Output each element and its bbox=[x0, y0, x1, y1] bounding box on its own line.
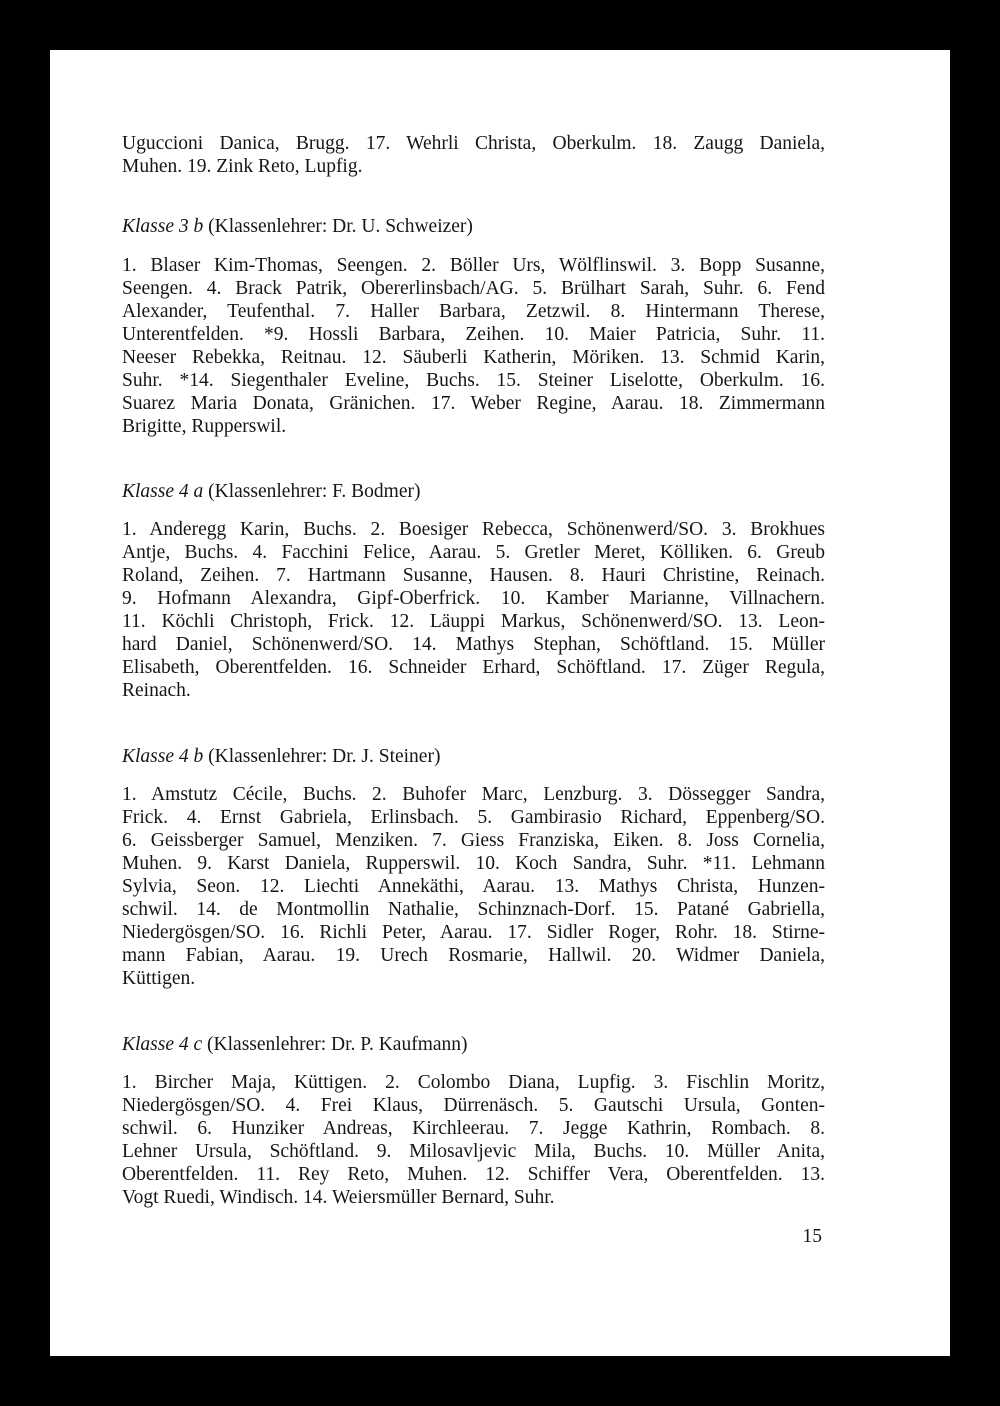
text-line: Oberentfelden. 11. Rey Reto, Muhen. 12. Schiffer Vera, Oberentfelden. 13. bbox=[122, 1164, 825, 1185]
teacher-label: (Klassenlehrer: Dr. U. Schweizer) bbox=[208, 216, 473, 237]
student-list-4b bbox=[122, 783, 825, 990]
text-line: Reinach. bbox=[122, 680, 191, 701]
class-name: Klasse 4 a bbox=[122, 481, 204, 502]
text-line: Muhen. 19. Zink Reto, Lupfig. bbox=[122, 156, 363, 177]
continuation-paragraph bbox=[122, 132, 825, 178]
text-line: 1. Anderegg Karin, Buchs. 2. Boesiger Rebecca, Schönenwerd/SO. 3. Brokhues bbox=[122, 519, 825, 540]
student-list-4c bbox=[122, 1071, 825, 1209]
text-line: Suhr. *14. Siegenthaler Eveline, Buchs. 15. Steiner Liselotte, Oberkulm. 16. bbox=[122, 370, 825, 391]
text-line: Niedergösgen/SO. 4. Frei Klaus, Dürrenäsch. 5. Gautschi Ursula, Gonten- bbox=[122, 1095, 825, 1116]
class-name: Klasse 4 c bbox=[122, 1034, 203, 1055]
text-line: 9. Hofmann Alexandra, Gipf-Oberfrick. 10. Kamber Marianne, Villnachern. bbox=[122, 588, 825, 609]
text-line: Frick. 4. Ernst Gabriela, Erlinsbach. 5. Gambirasio Richard, Eppenberg/SO. bbox=[122, 807, 825, 828]
section-heading-4b bbox=[122, 745, 825, 768]
text-line: 6. Geissberger Samuel, Menziken. 7. Giess Franziska, Eiken. 8. Joss Cornelia, bbox=[122, 830, 825, 851]
teacher-label: (Klassenlehrer: Dr. P. Kaufmann) bbox=[207, 1034, 468, 1055]
text-line: schwil. 14. de Montmollin Nathalie, Schinznach-Dorf. 15. Patané Gabriella, bbox=[122, 899, 825, 920]
teacher-label: (Klassenlehrer: F. Bodmer) bbox=[208, 481, 421, 502]
text-line: Lehner Ursula, Schöftland. 9. Milosavljevic Mila, Buchs. 10. Müller Anita, bbox=[122, 1141, 825, 1162]
text-line: mann Fabian, Aarau. 19. Urech Rosmarie, Hallwil. 20. Widmer Daniela, bbox=[122, 945, 825, 966]
text-line: Uguccioni Danica, Brugg. 17. Wehrli Christa, Oberkulm. 18. Zaugg Daniela, bbox=[122, 133, 825, 154]
class-name: Klasse 4 b bbox=[122, 746, 204, 767]
section-heading-4a bbox=[122, 480, 825, 503]
text-line: hard Daniel, Schönenwerd/SO. 14. Mathys Stephan, Schöftland. 15. Müller bbox=[122, 634, 825, 655]
teacher-label: (Klassenlehrer: Dr. J. Steiner) bbox=[208, 746, 441, 767]
text-line: Elisabeth, Oberentfelden. 16. Schneider Erhard, Schöftland. 17. Züger Regula, bbox=[122, 657, 825, 678]
section-heading-4c bbox=[122, 1033, 825, 1056]
text-line: Neeser Rebekka, Reitnau. 12. Säuberli Katherin, Möriken. 13. Schmid Karin, bbox=[122, 347, 825, 368]
class-name: Klasse 3 b bbox=[122, 216, 204, 237]
text-line: Seengen. 4. Brack Patrik, Obererlinsbach/AG. 5. Brülhart Sarah, Suhr. 6. Fend bbox=[122, 278, 825, 299]
text-line: Niedergösgen/SO. 16. Richli Peter, Aarau. 17. Sidler Roger, Rohr. 18. Stirne- bbox=[122, 922, 825, 943]
text-line: Brigitte, Rupperswil. bbox=[122, 416, 287, 437]
text-line: Alexander, Teufenthal. 7. Haller Barbara, Zetzwil. 8. Hintermann Therese, bbox=[122, 301, 825, 322]
page-number: 15 bbox=[802, 1226, 822, 1247]
text-line: Muhen. 9. Karst Daniela, Rupperswil. 10. Koch Sandra, Suhr. *11. Lehmann bbox=[122, 853, 825, 874]
text-line: Küttigen. bbox=[122, 968, 196, 989]
text-line: Sylvia, Seon. 12. Liechti Annekäthi, Aarau. 13. Mathys Christa, Hunzen- bbox=[122, 876, 825, 897]
student-list-4a bbox=[122, 518, 825, 702]
text-line: 1. Amstutz Cécile, Buchs. 2. Buhofer Marc, Lenzburg. 3. Dössegger Sandra, bbox=[122, 784, 825, 805]
text-line: schwil. 6. Hunziker Andreas, Kirchleerau. 7. Jegge Kathrin, Rombach. 8. bbox=[122, 1118, 825, 1139]
text-line: Roland, Zeihen. 7. Hartmann Susanne, Hausen. 8. Hauri Christine, Reinach. bbox=[122, 565, 825, 586]
text-line: 1. Bircher Maja, Küttigen. 2. Colombo Diana, Lupfig. 3. Fischlin Moritz, bbox=[122, 1072, 825, 1093]
text-line: 1. Blaser Kim-Thomas, Seengen. 2. Böller Urs, Wölflinswil. 3. Bopp Susanne, bbox=[122, 255, 825, 276]
text-line: Suarez Maria Donata, Gränichen. 17. Weber Regine, Aarau. 18. Zimmermann bbox=[122, 393, 825, 414]
student-list-3b bbox=[122, 254, 825, 438]
text-line: Vogt Ruedi, Windisch. 14. Weiersmüller Bernard, Suhr. bbox=[122, 1187, 555, 1208]
text-line: Antje, Buchs. 4. Facchini Felice, Aarau. 5. Gretler Meret, Kölliken. 6. Greub bbox=[122, 542, 825, 563]
section-heading-3b bbox=[122, 215, 825, 238]
text-line: 11. Köchli Christoph, Frick. 12. Läuppi Markus, Schönenwerd/SO. 13. Leon- bbox=[122, 611, 825, 632]
text-line: Unterentfelden. *9. Hossli Barbara, Zeihen. 10. Maier Patricia, Suhr. 11. bbox=[122, 324, 825, 345]
